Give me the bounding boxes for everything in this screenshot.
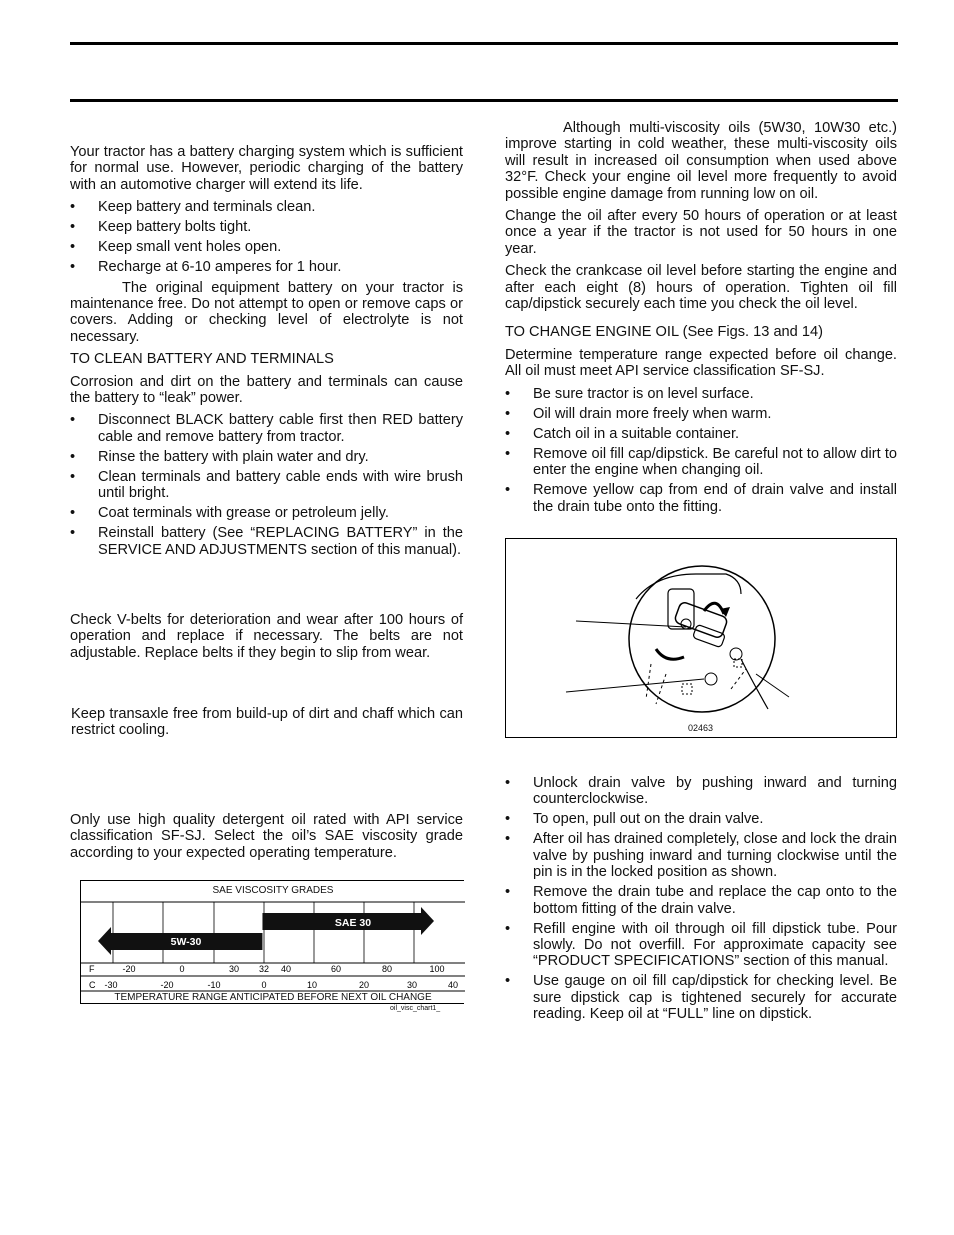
clean-heading: TO CLEAN BATTERY AND TERMINALS: [70, 351, 334, 368]
list-item: • Keep battery bolts tight.: [70, 219, 463, 235]
f-tick-label: 40: [280, 964, 292, 974]
w30-label: 5W-30: [170, 936, 202, 948]
vbelts-paragraph: [70, 612, 463, 667]
f-tick-label: 32: [258, 964, 270, 974]
list-item: • Unlock drain valve by pushing inward and turning counterclockwise.: [505, 775, 897, 808]
viscosity-chart-svg: [81, 881, 465, 1005]
battery-list: [70, 199, 463, 275]
vbelts-text: Check V-belts for deterioration and wear after 100 hours of operation and replace if necessary. The belts are not adjustable. Replace belts if they begin to slip from wear.: [70, 612, 463, 661]
transaxle-text: Keep transaxle free from build-up of dirt and chaff which can restrict cooling.: [71, 706, 463, 739]
list-item: • Be sure tractor is on level surface.: [505, 386, 897, 402]
change-list: [505, 386, 897, 515]
c-tick-label: -10: [207, 980, 221, 990]
left-column: [70, 144, 463, 562]
sae30-label: SAE 30: [334, 917, 372, 929]
f-tick-label: -20: [122, 964, 136, 974]
transaxle-paragraph: [71, 706, 463, 745]
f-axis-label: F: [89, 964, 95, 974]
multi-visc-text: Although multi-viscosity oils (5W30, 10W30 etc.) improve starting in cold weather, these multi-viscosity oils will result in increased oil consumption when used above 32°F. Check your engine oil level more frequently to avoid possible engine damage from running low on oil.: [505, 120, 897, 202]
f-tick-label: 80: [381, 964, 393, 974]
top-rule: [70, 42, 898, 45]
list-item: • Keep small vent holes open.: [70, 239, 463, 255]
drain-list: [505, 775, 897, 1023]
list-item: • Disconnect BLACK battery cable first then RED battery cable and remove battery from tractor.: [70, 412, 463, 445]
drain-valve-illustration: [506, 539, 898, 739]
list-item: • Remove yellow cap from end of drain valve and install the drain tube onto the fitting.: [505, 482, 897, 515]
list-item: • Use gauge on oil fill cap/dipstick for checking level. Be sure dipstick cap is tightened securely for accurate reading. Keep oil at “FULL” line on dipstick.: [505, 973, 897, 1022]
chart-title: SAE VISCOSITY GRADES: [212, 885, 334, 896]
list-item: • Oil will drain more freely when warm.: [505, 406, 897, 422]
right-column: [505, 120, 897, 519]
change-interval-text: Change the oil after every 50 hours of operation or at least once a year if the tractor is not used for 50 hours in one year.: [505, 208, 897, 257]
c-tick-label: -30: [104, 980, 118, 990]
c-tick-label: 0: [261, 980, 267, 990]
drain-valve-figure: [505, 538, 897, 738]
list-item: • After oil has drained completely, close and lock the drain valve by pushing inward and turning clockwise until the pin is in the locked position as shown.: [505, 831, 897, 880]
list-item: • To open, pull out on the drain valve.: [505, 811, 897, 827]
list-item: • Clean terminals and battery cable ends with wire brush until bright.: [70, 469, 463, 502]
list-item: • Reinstall battery (See “REPLACING BATTERY” in the SERVICE AND ADJUSTMENTS section of this manual).: [70, 525, 463, 558]
c-axis-label: C: [89, 980, 96, 990]
chart-id: oil_visc_chart1_: [390, 1005, 441, 1012]
f-tick-label: 100: [429, 964, 445, 974]
change-heading: TO CHANGE ENGINE OIL (See Figs. 13 and 14): [505, 324, 823, 341]
list-item: • Remove the drain tube and replace the cap onto to the bottom fitting of the drain valve.: [505, 884, 897, 917]
change-intro: Determine temperature range expected before oil change. All oil must meet API service classification SF-SJ.: [505, 346, 897, 380]
drain-instructions: [505, 775, 897, 1027]
list-item: • Rinse the battery with plain water and dry.: [70, 449, 463, 465]
oil-intro-text: Only use high quality detergent oil rated with API service classification SF-SJ. Select the oil’s SAE viscosity grade according to your expected operating temperature.: [70, 812, 463, 861]
figure-id: 02463: [688, 723, 714, 733]
f-tick-label: 30: [228, 964, 240, 974]
c-tick-label: -20: [160, 980, 174, 990]
header-rule: [70, 99, 898, 102]
chart-xlabel: TEMPERATURE RANGE ANTICIPATED BEFORE NEXT OIL CHANGE: [114, 992, 432, 1003]
list-item: • Remove oil fill cap/dipstick. Be careful not to allow dirt to enter the engine when changing oil.: [505, 446, 897, 479]
list-item: • Coat terminals with grease or petroleum jelly.: [70, 505, 463, 521]
viscosity-chart: [80, 880, 464, 1004]
f-tick-label: 0: [179, 964, 185, 974]
f-tick-label: 60: [330, 964, 342, 974]
oil-intro-paragraph: [70, 812, 463, 867]
clean-list: [70, 412, 463, 558]
c-tick-label: 20: [358, 980, 370, 990]
battery-note: The original equipment battery on your tractor is maintenance free. Do not attempt to open or remove caps or covers. Adding or checking level of electrolyte is not necessary.: [70, 279, 463, 345]
c-tick-label: 10: [306, 980, 318, 990]
c-tick-label: 30: [406, 980, 418, 990]
clean-intro: Corrosion and dirt on the battery and terminals can cause the battery to “leak” power.: [70, 373, 463, 407]
check-level-text: Check the crankcase oil level before starting the engine and after each eight (8) hours of operation. Tighten oil fill cap/dipstick securely each time you check the oil level.: [505, 263, 897, 313]
list-item: • Catch oil in a suitable container.: [505, 426, 897, 442]
list-item: • Recharge at 6-10 amperes for 1 hour.: [70, 259, 463, 275]
c-tick-label: 40: [447, 980, 459, 990]
list-item: • Keep battery and terminals clean.: [70, 199, 463, 215]
battery-intro: Your tractor has a battery charging system which is sufficient for normal use. However, periodic charging of the battery with an automotive charger will extend its life.: [70, 144, 463, 193]
list-item: • Refill engine with oil through oil fill dipstick tube. Pour slowly. Do not overfill. For approximate capacity see “PRODUCT SPECIFICATIONS” section of this manual.: [505, 921, 897, 970]
